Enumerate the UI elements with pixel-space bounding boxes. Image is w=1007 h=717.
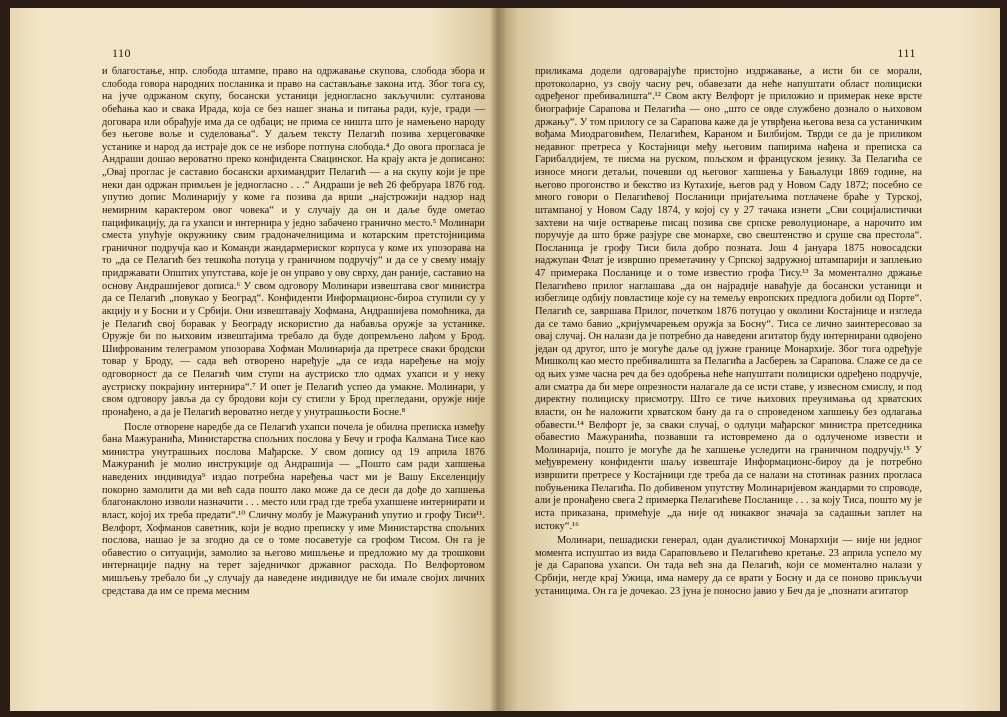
- paragraph: После отворене наредбе да се Пелагић ухапси почела је обилна преписка између бана Мажуранића, Министарства спољних послова у Бечу и грофа Калмана Тисе као министра унутрашњих послова Мађарске. У свом допису од 19 априла 1876 Мажуранић је молио инструкције од Андрашија — „Пошто сам ради хапшења наведених индивидуа⁹ издао потребна наређења част ми је Вашу Екселенцију покорно замолити да ми већ сада пошто лако може да се деси да дође до хапшења благонаклоно изволи назначити . . . место или град где треба ухапшене интернирати и власт, којој их треба предати“.¹⁰ Сличну молбу је Мажуранић упутио и грофу Тиси¹¹. Велфорт, Хофманов саветник, који је водио преписку у име Министарства спољних послова, нашао је за згодно да се о томе посаветује са грофом Тисом. Он га је обавестио о ситуацији, замолио за његово мишљење и предложио му да трошкови интернације падну на терет заједничког државног расхода. По Велфортовом мишљењу требало би „у случају да наведене индивидуе не би имале својих личних средстава да им се према месним: [102, 421, 485, 597]
- page-number-left: 110: [112, 46, 132, 60]
- right-page: [503, 8, 1000, 711]
- book-spread: [10, 8, 1000, 711]
- paragraph: Молинари, пешадиски генерал, одан дуалистичкој Монархији — није ни једног момента испуштао из вида Сараповљево и Пелагићево кретање. 23 априла успело му је да Сарапова ухапси. Он тада већ зна да Пелагић, који се моментално налази у Србији, негде крај Ужица, има намеру да се врати у Босну и да се поново прикључи устаницима. Он га је дочекао. 23 јуна је поносно јавио у Беч да је „познати агитатор: [535, 535, 922, 597]
- right-page-text: [535, 66, 922, 598]
- paragraph: приликама додели одговарајуће пристојно издржавање, а исти би се морали, протоколарно, уз своју часну реч, обавезати да неће напуштати област полициски одређеног пребивалишта“.¹² Свом акту Велфорт је приложио и примерак неке врсте биографије Сарапова и Пелагића — оно „што се овде службено дознало о њиховом држању“. У том прилогу се за Сарапова каже да је утврђена његова веза са устаничким вођама Миодраговићем, Пелагићем, Караном и Билбијом. Тврди се да је приликом недавног претреса у Костајници међу његовим папирима нађена и преписка са Гарибалдијем, те писма на руском, пољском и француском језику. За Пелагића се износе многи детаљи, почевши од његовог хапшења у Бањалуци 1869 године, на његово прогонство и бекство из Кутахије, његов рад у Новом Саду 1872; посебно се много говори о Пелагићевој Посланици пријатељима потлачене браће у Турској, штампаној у Новом Саду 1874, у којој су у 27 тачака изнети „Сви социјалистички захтеви на чије остварење писац позива све српске револуционаре, а нарочито им поручује да што брже разјуре све монархе, сво свештенство и сруше сва престола“. Посланица је грофу Тиси била добро позната. Још 4 јануара 1875 новосадски наджупан Флат је извршио преметачину у Српској задружној штампарији и заплењио 47 примерака Посланице и о томе известио грофа Тису.¹³ За моментално држање Пелагићево прилог наглашава „да он најрадије навађује да босански устаници и избеглице одбију повластице које су на темељу европских предлога добили од Порте“. Пелагић се, завршава Прилог, почетком 1876 потуцао у околини Костајнице и изгледа да се тамо бавио „кријумчарењем оружја за Босну“. Тиса се лично заинтересовао за овај случај. Он налази да је потребно да наведени агитатор буду интернирани одвојено један од другог, што је могуће даље од јужне границе Монархије. Због тога одређује Мишколц као место пребивалишта за Пелагића а Јасберењ за Сарапова. Слаже се да се од њих узме часна реч да без одобрења неће напуштати полициски одређено подручје, али сматра да би мере опрезности налагале да се исти ставе, у извесном смислу, и под директну полициску присмотру. Што се тиче њихових преузимања од хрватских власти, он ће наложити хрватском бану да га о спроведеном хапшењу без одлагања обавести.¹⁴ Велфорт је, за сваки случај, о одлуци мађарског министра претседника обавестио Мажуранића, позвавши га истовремено да о одлученоме извести и Молинарија, пошто је могуће да ће хапшење уследити на граничном подручју.¹⁵ У међувремену конфиденти шаљу извештаје Информационс-бироу да је потребно извршити претресе у Костајници где треба да се налази на стотинак разних прогласа побуњеника Пелагића. По добивеном упутству Молинаријевом жандарми то спроводе, али је пронађено свега 2 примерка Пелагићеве Посланице . . . за коју Тиса, пошто му је иста приказана, примећује „да није од никаквог значаја за садашњи заплет на истоку“.¹⁶: [535, 66, 922, 532]
- page-number-right: 111: [897, 46, 916, 60]
- left-page: [10, 8, 503, 711]
- paragraph: и благостање, нпр. слобода штампе, право на одржавање скупова, слобода збора и слобода говора народних посланика и право на састављање закона итд. Због тога су, на јуче одржаном скупу, босански устаници једногласно закључили: султанова обећања као и свака Ирада, која се без нашег знања и питања ради, кује, гради — договара или обрађује има да се одбаци; не прима се ништа што је намењено народу без његове воље и суделовања“. У даљем тексту Пелагић позива херцеговачке устанике и народ да истраје док се не изборе потпуна слобода.⁴ До овога прогласа је Андраши дошао вероватно преко конфидента Свацинског. На крају акта је дописано: „Овај проглас је саставио босански архимандрит Пелагић — а на скупу који је пре неки дан одржан примљен је једногласно . . .“ Андраши је већ 26 фебруара 1876 год. упутио допис Молинарију у коме га позива да врши „најстрожији надзор над немирним карактером овог човека“ и у случају да он и даље буде ометао пацификацију, да га ухапси и интернира у једно забачено гранично место.⁵ Молинари сместа упућује окружнику свим градоначелницима и котарским претстојницима граничног подручја као и Команди жандармериског корпуса у коме их упозорава на то „да се Пелагић без тешкоћа потуца у граничном подручју“ и да се у свему имају придржавати Општих упутстава, које је он управо у ову сврху, дан раније, саставио на основу Андрашијевог дописа.⁶ У свом одговору Молинари извештава свог министра да се Пелагић „повукао у Београд“. Конфиденти Информационс-бироа ступили су у акцију и у Босни и у Србији. Они извештавају Хофмана, Андрашијева помоћника, да је Пелагић свој боравак у Београду искористио да набавља оружје за устанике. Оружје би по њиховим извештајима требало да буде допремљено лађом у Брод. Шифрованим телеграмом упозорава Хофман Молинарија да претресе сваки бродски товар у Броду, — сада већ отворено наређује „да се изда наређење на моју одговорност да се Пелагић чим ступи на аустриско тло одмах ухапси и у неку аустриску покрајину интернира“.⁷ И опет је Пелагић успео да умакне. Молинари, у свом одговору јавља да су бродови који су стигли у Брод прегледани, оружје није пронађено, а да је Пелагић вероватно негде у унутрашњости Босне.⁸: [102, 66, 485, 418]
- left-page-text: [102, 66, 485, 598]
